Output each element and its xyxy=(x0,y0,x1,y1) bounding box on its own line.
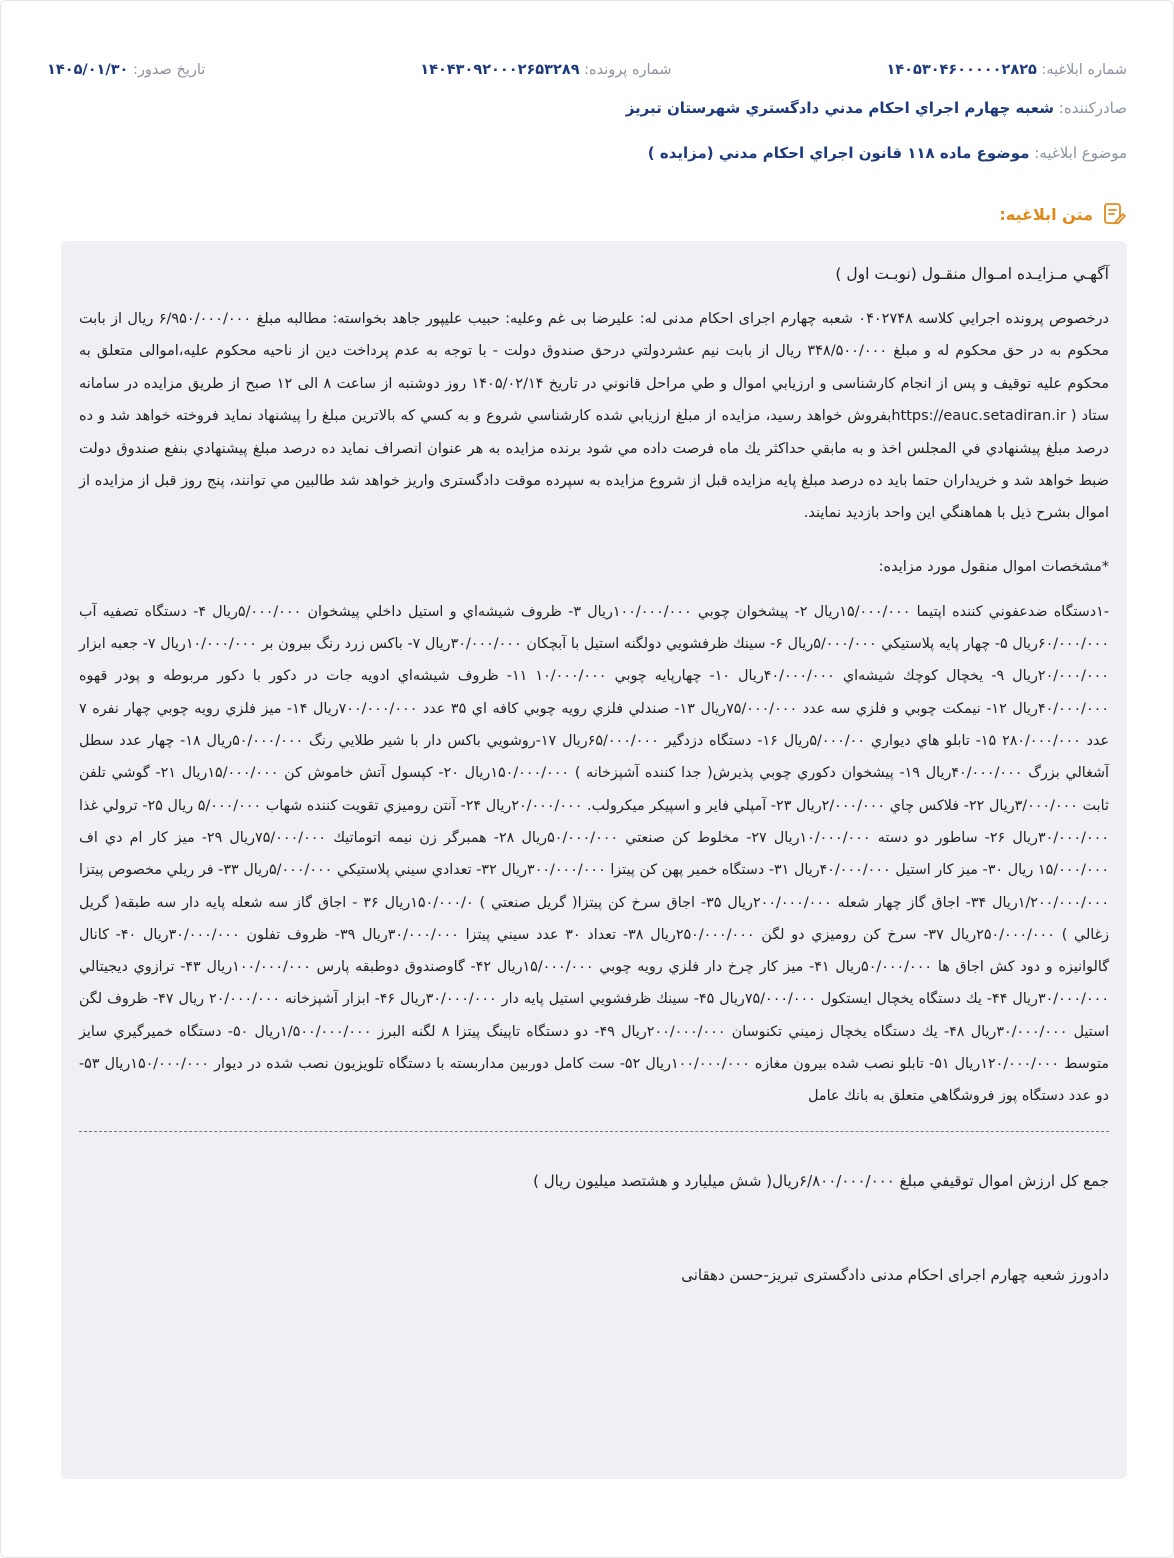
divider xyxy=(79,1131,1109,1132)
issue-date-label: تاریخ صدور: xyxy=(133,62,206,78)
section-title xyxy=(999,201,1127,227)
case-number xyxy=(420,62,671,78)
issue-date-value: ۱۴۰۵/۰۱/۳۰ xyxy=(47,62,129,78)
issuer-label: صادرکننده: xyxy=(1058,99,1127,117)
notice-number-value: ۱۴۰۵۳۰۴۶۰۰۰۰۰۲۸۲۵ xyxy=(886,62,1037,78)
document-edit-icon xyxy=(1101,201,1127,227)
case-number-label: شماره پرونده: xyxy=(584,62,672,78)
notice-number-label: شماره ابلاغیه: xyxy=(1041,62,1127,78)
section-title-label: متن ابلاغیه: xyxy=(999,204,1093,224)
issue-date xyxy=(47,62,205,78)
total-value: جمع كل ارزش اموال توقيفي مبلغ ۶/۸۰۰/۰۰۰/۰۰۰ریال( شش ميليارد و هشتصد ميليون ريال ) xyxy=(533,1171,1109,1190)
notice-number xyxy=(886,62,1127,78)
subject-value: موضوع ماده ۱۱۸ قانون اجراي احكام مدني (مزايده ) xyxy=(647,144,1030,162)
items-list: -۱دستگاه ضدعفوني كننده اپتيما ۱۵/۰۰۰/۰۰۰ریال ۲- پيشخوان چوبي ۱۰۰/۰۰۰/۰۰۰ریال ۳- ظروف شيشه‌اي و استيل داخلي پيشخوان ۵/۰۰۰/۰۰۰ریال ۴- دستگاه تصفيه آب ۶۰/۰۰۰/۰۰۰ریال ۵- چهار پايه پلاستيكي ۵/۰۰۰/۰۰۰ریال ۶- سينك ظرفشويي دولگنه استيل با آبچكان ۳۰/۰۰۰/۰۰۰ریال ۷- باكس زرد رنگ بيرون بر ۱۰/۰۰۰/۰۰۰ریال ۷- جعبه ابزار ۲۰/۰۰۰/۰۰۰ریال ۹- يخچال كوچك شيشه‌اي ۴۰/۰۰۰/۰۰۰ریال ۱۰- چهارپايه چوبي ۱۰/۰۰۰/۰۰۰ ۱۱- ظروف شيشه‌اي ادويه جات در دكور با دكور مربوطه و پودر قهوه ۴۰/۰۰۰/۰۰۰ریال ۱۲- نيمكت چوبي و فلزي سه عدد ۷۵/۰۰۰/۰۰۰ریال ۱۳- صندلي فلزي رويه چوبي كافه اي ۳۵ عدد ۷۰۰/۰۰۰/۰۰۰ریال ۱۴- ميز فلزي رويه چوبي چهار نفره ۷ عدد ۲۸۰/۰۰۰/۰۰۰ ۱۵- تابلو هاي ديواري ۵/۰۰۰/۰۰ریال ۱۶- دستگاه دزدگير ۶۵/۰۰۰/۰۰۰ریال ۱۷-روشويي باكس دار با شير طلايي رنگ ۵۰/۰۰۰/۰۰۰ریال ۱۸- چهار عدد سطل آشغالي بزرگ ۴۰/۰۰۰/۰۰۰ریال ۱۹- پيشخوان دكوري چوبي پذيرش( جدا كننده آشپزخانه ) ۱۵۰/۰۰۰/۰۰۰ریال ۲۰- كپسول آتش خاموش كن ۱۵/۰۰۰/۰۰۰ریال ۲۱- گوشي تلفن ثابت ۳/۰۰۰/۰۰۰ریال ۲۲- فلاكس چاي ۲/۰۰۰/۰۰۰ریال ۲۳- آمپلي فاير و اسپيكر ميكرولب. ۲۰/۰۰۰/۰۰۰ریال ۲۴- آنتن روميزي تقويت كننده شهاب ۵/۰۰۰/۰۰۰ ريال ۲۵- ترولي غذا ۳۰/۰۰۰/۰۰۰ریال ۲۶- ساطور دو دسته ۱۰/۰۰۰/۰۰۰ریال ۲۷- مخلوط كن صنعتي ۵۰/۰۰۰/۰۰۰ریال ۲۸- همبرگر زن نيمه اتوماتيك ۷۵/۰۰۰/۰۰۰ریال ۲۹- ميز كار ام دي اف ۱۵/۰۰۰/۰۰۰ ريال ۳۰- ميز كار استيل ۴۰/۰۰۰/۰۰۰ریال ۳۱- دستگاه خمير پهن كن پيتزا ۳۰۰/۰۰۰/۰۰۰ریال ۳۲- تعدادي سيني پلاستيكي ۵/۰۰۰/۰۰۰ریال ۳۳- فر ريلي مخصوص پيتزا ۱/۲۰۰/۰۰۰/۰۰۰ریال ۳۴- اجاق گاز چهار شعله ۲۰۰/۰۰۰/۰۰۰ریال ۳۵- اجاق سرخ كن پيتزا( گريل صنعتي ) ۱۵۰/۰۰۰/۰ریال ۳۶ - اجاق گاز سه شعله پايه دار سه طبقه( گريل زغالي ) ۲۵۰/۰۰۰/۰۰۰ریال ۳۷- سرخ كن روميزي دو لگن ۲۵۰/۰۰۰/۰۰۰ریال ۳۸- تعداد ۳۰ عدد سيني پيتزا ۳۰/۰۰۰/۰۰۰ریال ۳۹- ظروف تفلون ۳۰/۰۰۰/۰۰۰ریال ۴۰- كانال گالوانيزه و دود كش اجاق ها ۵۰/۰۰۰/۰۰۰ریال ۴۱- ميز كار چرخ دار فلزي رويه چوبي ۱۵/۰۰۰/۰۰۰ریال ۴۲- گاوصندوق دوطبقه پارس ۱۰۰/۰۰۰/۰۰۰ریال ۴۳- ترازوي ديجيتالي ۳۰/۰۰۰/۰۰۰ریال ۴۴- يك دستگاه يخچال ايستكول ۷۵/۰۰۰/۰۰۰ریال ۴۵- سينك ظرفشويي استيل پايه دار ۳۰/۰۰۰/۰۰۰ریال ۴۶- ابزار آشپزخانه ۲۰/۰۰۰/۰۰۰ ريال ۴۷- ظروف لگن استيل ۳۰/۰۰۰/۰۰۰ریال ۴۸- يك دستگاه يخچال زميني تكنوسان ۲۰۰/۰۰۰/۰۰۰ریال ۴۹- دو دستگاه تاپينگ پيتزا ۸ لگنه البرز ۱/۵۰۰/۰۰۰/۰۰۰ریال ۵۰- دستگاه خميرگيري سايز متوسط ۱۲۰/۰۰۰/۰۰۰ریال ۵۱- تابلو نصب شده بيرون مغازه ۱۰۰/۰۰۰/۰۰۰ریال ۵۲- ست كامل دوربين مداربسته با دستگاه تلويزيون نصب شده در ديوار ۱۵۰/۰۰۰/۰۰۰ریال ۵۳- دو عدد دستگاه پوز فروشگاهي متعلق به بانك عامل xyxy=(79,603,1110,1105)
spec-title: *مشخصات اموال منقول مورد مزايده: xyxy=(878,558,1109,575)
ad-heading: آگهـي مـزايـده امـوال منقـول (نوبـت اول ) xyxy=(835,265,1109,283)
issuer-value: شعبه چهارم اجراي احكام مدني دادگستري شهرستان تبريز xyxy=(625,99,1054,117)
subject-label: موضوع ابلاغیه: xyxy=(1034,144,1127,162)
notice-paragraph: درخصوص پرونده اجرايي كلاسه ۰۴۰۲۷۴۸ شعبه چهارم اجرای احکام مدنی له: عليرضا بی غم وعليه: حبيب عليپور جاهد بخواسته: مطالبه مبلغ ۶/۹۵۰/۰۰۰/۰۰۰ ريال از بابت محكوم به در حق محكوم له و مبلغ ۳۴۸/۵۰۰/۰۰۰ ريال از بابت نيم عشردولتي درحق صندوق دولت - با توجه به عدم پرداخت دين از ناحيه محكوم عليه،اموالی متعلق به محكوم عليه توقيف و پس از انجام كارشناسی و ارزيابي اموال و طي مراحل قانوني در تاريخ ۱۴۰۵/۰۲/۱۴ روز دوشنبه از ساعت ۸ الی ۱۲ صبح از طریق مزایده در سامانه ستاد ( https://eauc.setadiran.irبفروش خواهد رسيد، مزايده از مبلغ ارزيابي شده كارشناسي شروع و به كسي كه بالاترين مبلغ را پيشنهاد نمايد فروخته خواهد شد و ده درصد مبلغ پيشنهادي في المجلس اخذ و به مابقي حداكثر يك ماه فرصت داده مي شود برنده مزايده به هر عنوان انصراف نمايد ده درصد مبلغ پيشنهادي بنفع صندوق دولت ضبط خواهد شد و خريداران حتما بايد ده درصد مبلغ پايه مزايده قبل از شروع مزايده به سپرده موقت دادگستری واريز خواهد شد طالبين مي توانند، پنج روز قبل از مزايده از اموال بشرح ذيل با هماهنگي اين واحد بازديد نمايند. xyxy=(79,311,1109,522)
case-number-value: ۱۴۰۴۳۰۹۲۰۰۰۲۶۵۳۲۸۹ xyxy=(420,62,580,78)
notice-body xyxy=(61,241,1127,1479)
issuer-line xyxy=(47,99,1127,117)
signature: دادورز شعبه چهارم اجرای احکام مدنی دادگستری تبریز-حسن دهقانی xyxy=(681,1265,1109,1284)
meta-row xyxy=(47,57,1127,83)
subject-line xyxy=(47,144,1127,162)
